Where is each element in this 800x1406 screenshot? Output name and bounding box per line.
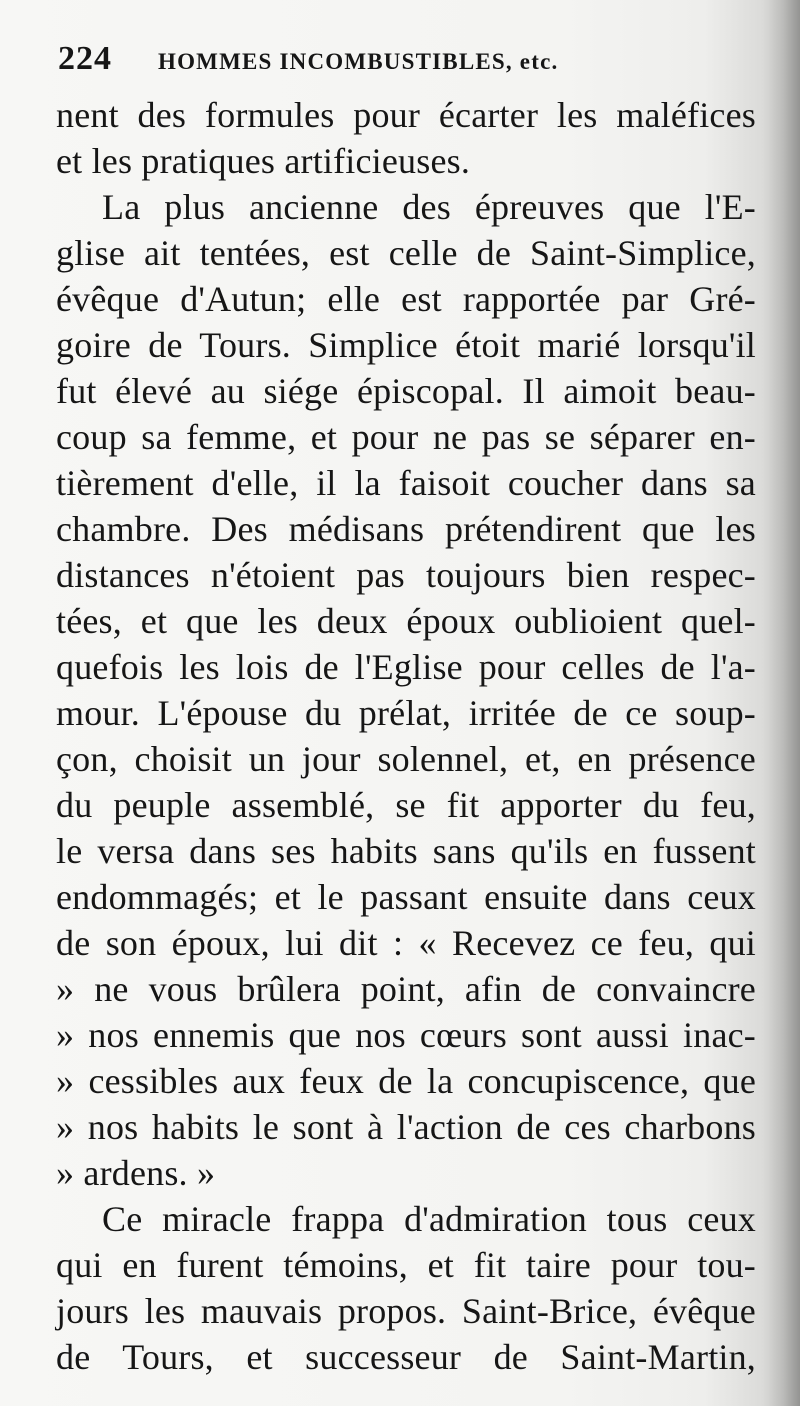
text-line: tées, et que les deux époux oublioient quel-	[56, 601, 756, 641]
quote-line: » ardens. »	[56, 1153, 216, 1193]
body-text	[56, 92, 756, 1392]
text-line: qui en furent témoins, et fit taire pour tou-	[56, 1245, 756, 1285]
text-line: coup sa femme, et pour ne pas se séparer en-	[56, 417, 756, 457]
text-line: distances n'étoient pas toujours bien respec-	[56, 555, 756, 595]
page-number: 224	[58, 40, 112, 77]
text-line: glise ait tentées, est celle de Saint-Simplice,	[56, 233, 756, 273]
text-line: quefois les lois de l'Eglise pour celles de l'a-	[56, 647, 756, 687]
text-line: çon, choisit un jour solennel, et, en présence	[56, 739, 756, 779]
text-line: évêque d'Autun; elle est rapportée par Gré-	[56, 279, 756, 319]
page-edge-shadow	[762, 0, 800, 1406]
text-line: fut élevé au siége épiscopal. Il aimoit beau-	[56, 371, 756, 411]
text-line: de son époux, lui dit : « Recevez ce feu, qui	[56, 923, 756, 963]
text-line: jours les mauvais propos. Saint-Brice, évêque	[56, 1291, 756, 1331]
text-line: endommagés; et le passant ensuite dans ceux	[56, 877, 756, 917]
text-line: goire de Tours. Simplice étoit marié lorsqu'il	[56, 325, 756, 365]
quote-line: » cessibles aux feux de la concupiscence, que	[56, 1061, 756, 1101]
page-header	[58, 40, 758, 84]
text-line: nent des formules pour écarter les maléfices	[56, 95, 756, 135]
text-line: de Tours, et successeur de Saint-Martin,	[56, 1337, 756, 1377]
text-line: Ce miracle frappa d'admiration tous ceux	[102, 1199, 756, 1239]
text-line: le versa dans ses habits sans qu'ils en fussent	[56, 831, 756, 871]
text-line: et les pratiques artificieuses.	[56, 141, 471, 181]
text-line: chambre. Des médisans prétendirent que les	[56, 509, 756, 549]
text-line: mour. L'épouse du prélat, irritée de ce soup-	[56, 693, 756, 733]
quote-line: » nos habits le sont à l'action de ces charbons	[56, 1107, 756, 1147]
text-line: La plus ancienne des épreuves que l'E-	[102, 187, 756, 227]
quote-line: » nos ennemis que nos cœurs sont aussi inac-	[56, 1015, 756, 1055]
text-line: tièrement d'elle, il la faisoit coucher dans sa	[56, 463, 756, 503]
running-head: HOMMES INCOMBUSTIBLES, etc.	[158, 49, 559, 74]
quote-line: » ne vous brûlera point, afin de convaincre	[56, 969, 756, 1009]
text-line: du peuple assemblé, se fit apporter du feu,	[56, 785, 756, 825]
